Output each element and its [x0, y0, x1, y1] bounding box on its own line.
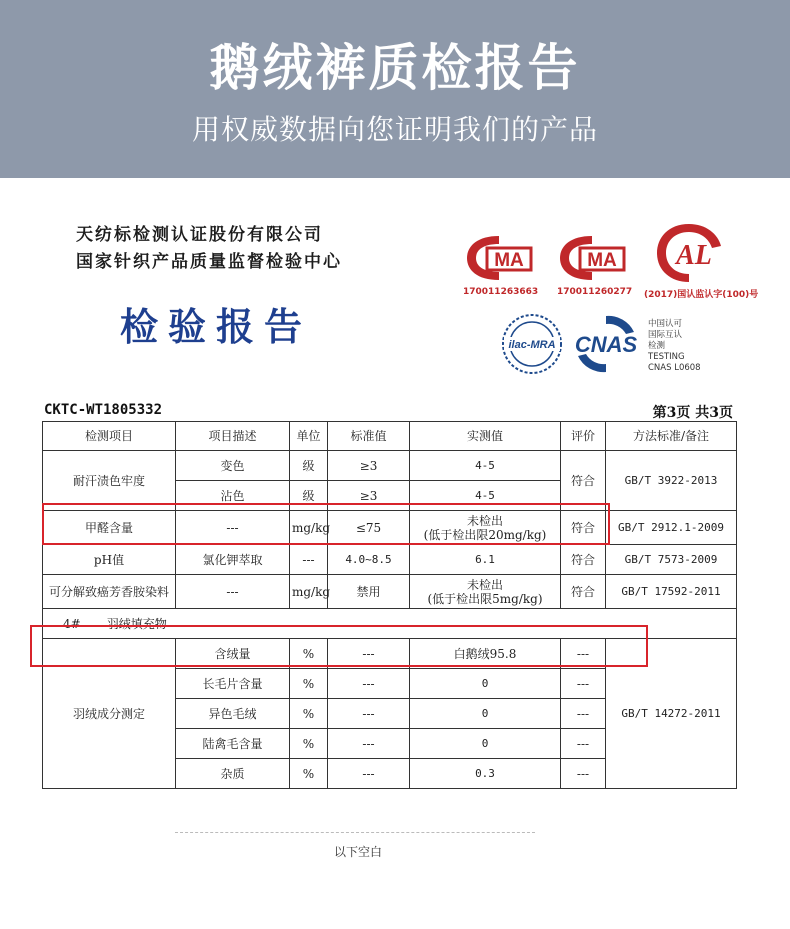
- cma-number-1: 170011263663: [463, 287, 539, 297]
- item-cell: 羽绒成分测定: [43, 639, 176, 789]
- unit-cell: %: [290, 669, 328, 699]
- unit-cell: mg/kg: [290, 575, 328, 609]
- measured-line1: 未检出: [466, 577, 503, 592]
- ilac-mra-logo: [498, 312, 566, 376]
- unit-cell: %: [290, 759, 328, 789]
- table-row: [43, 639, 737, 669]
- measured-line1: 未检出: [466, 513, 503, 528]
- unit-cell: %: [290, 729, 328, 759]
- result-cell: ---: [561, 729, 606, 759]
- result-cell: ---: [561, 759, 606, 789]
- standard-cell: ---: [328, 699, 410, 729]
- cma-logo-1-text: MA: [494, 250, 524, 271]
- desc-cell: ---: [176, 575, 290, 609]
- unit-cell: %: [290, 699, 328, 729]
- cnas-caption-line1: 中国认可: [648, 319, 683, 329]
- result-cell: ---: [561, 699, 606, 729]
- section-row: [43, 609, 737, 639]
- section-label: 羽绒填充物: [106, 616, 167, 631]
- unit-cell: mg/kg: [290, 511, 328, 545]
- footer-text: 以下空白: [333, 845, 382, 859]
- desc-cell: ---: [176, 511, 290, 545]
- header-cell: 评价: [561, 422, 606, 451]
- standard-cell: 4.0~8.5: [328, 545, 410, 575]
- method-cell: GB/T 2912.1-2009: [606, 511, 737, 545]
- cma-logo-2: [556, 232, 628, 284]
- report-number: CKTC-WT1805332: [44, 402, 163, 418]
- standard-cell: ≤75: [328, 511, 410, 545]
- footer-divider: [175, 832, 535, 833]
- desc-cell: 异色毛绒: [176, 699, 290, 729]
- unit-cell: %: [290, 639, 328, 669]
- desc-cell: 长毛片含量: [176, 669, 290, 699]
- cnas-text: CNAS: [574, 332, 638, 357]
- header-cell: 检测项目: [43, 422, 176, 451]
- header-cell: 标准值: [328, 422, 410, 451]
- table-row: [43, 545, 737, 575]
- method-cell: GB/T 14272-2011: [606, 639, 737, 789]
- standard-cell: ---: [328, 729, 410, 759]
- method-cell: GB/T 7573-2009: [606, 545, 737, 575]
- item-cell: 耐汗渍色牢度: [43, 451, 176, 511]
- measured-cell: 0.3: [410, 759, 561, 789]
- cnas-caption-line4: TESTING: [648, 352, 685, 362]
- cnas-caption-line2: 国际互认: [648, 330, 683, 340]
- cma-number-2: 170011260277: [557, 287, 633, 297]
- method-cell: GB/T 3922-2013: [606, 451, 737, 511]
- cal-logo: [652, 220, 726, 286]
- cnas-logo: [566, 312, 646, 376]
- result-cell: 符合: [561, 511, 606, 545]
- table-row: [43, 511, 737, 545]
- item-cell: pH值: [43, 545, 176, 575]
- standard-cell: ≥3: [328, 451, 410, 481]
- standard-cell: ≥3: [328, 481, 410, 511]
- item-cell: 甲醛含量: [43, 511, 176, 545]
- standard-cell: ---: [328, 759, 410, 789]
- desc-cell: 氯化钾萃取: [176, 545, 290, 575]
- top-banner: [0, 0, 790, 178]
- table-row: [43, 575, 737, 609]
- cnas-caption: [646, 316, 718, 376]
- measured-cell: 白鹅绒95.8: [410, 639, 561, 669]
- measured-line2: (低于检出限20mg/kg): [423, 527, 547, 542]
- org-name-line2: 国家针织产品质量监督检验中心: [76, 252, 342, 272]
- result-cell: 符合: [561, 451, 606, 511]
- unit-cell: ---: [290, 545, 328, 575]
- standard-cell: ---: [328, 669, 410, 699]
- report-title: 检验报告: [120, 304, 313, 349]
- cma-logo-2-text: MA: [587, 250, 617, 271]
- item-cell: 可分解致癌芳香胺染料: [43, 575, 176, 609]
- desc-cell: 陆禽毛含量: [176, 729, 290, 759]
- header-cell: 方法标准/备注: [606, 422, 737, 451]
- banner-subtitle: 用权威数据向您证明我们的产品: [191, 113, 598, 146]
- table-row: [43, 451, 737, 481]
- measured-cell: 0: [410, 699, 561, 729]
- desc-cell: 沾色: [176, 481, 290, 511]
- ilac-mra-text: ilac-MRA: [508, 339, 556, 351]
- report-table: [42, 421, 737, 789]
- measured-cell: [410, 511, 561, 545]
- banner-title: 鹅绒裤质检报告: [209, 39, 581, 97]
- header-cell: 单位: [290, 422, 328, 451]
- measured-cell: 0: [410, 729, 561, 759]
- header-cell: 项目描述: [176, 422, 290, 451]
- measured-cell: 4-5: [410, 451, 561, 481]
- desc-cell: 变色: [176, 451, 290, 481]
- cal-logo-text: AL: [676, 240, 712, 271]
- cnas-caption-line5: CNAS L0608: [648, 363, 701, 373]
- standard-cell: 禁用: [328, 575, 410, 609]
- table-header-row: [43, 422, 737, 451]
- desc-cell: 含绒量: [176, 639, 290, 669]
- result-cell: 符合: [561, 545, 606, 575]
- cal-note: (2017)国认监认字(100)号: [644, 290, 759, 300]
- org-name-line1: 天纺标检测认证股份有限公司: [76, 225, 323, 245]
- page-number: 第3页 共3页: [652, 405, 733, 421]
- section-cell: [43, 609, 737, 639]
- section-number: 4#: [63, 616, 81, 631]
- measured-cell: 4-5: [410, 481, 561, 511]
- result-cell: 符合: [561, 575, 606, 609]
- measured-cell: [410, 575, 561, 609]
- measured-cell: 0: [410, 669, 561, 699]
- measured-cell: 6.1: [410, 545, 561, 575]
- header-cell: 实测值: [410, 422, 561, 451]
- method-cell: GB/T 17592-2011: [606, 575, 737, 609]
- cnas-caption-line3: 检测: [648, 341, 666, 351]
- result-cell: ---: [561, 669, 606, 699]
- unit-cell: 级: [290, 481, 328, 511]
- desc-cell: 杂质: [176, 759, 290, 789]
- cma-logo-1: [463, 232, 535, 284]
- standard-cell: ---: [328, 639, 410, 669]
- result-cell: ---: [561, 639, 606, 669]
- unit-cell: 级: [290, 451, 328, 481]
- measured-line2: (低于检出限5mg/kg): [427, 591, 543, 606]
